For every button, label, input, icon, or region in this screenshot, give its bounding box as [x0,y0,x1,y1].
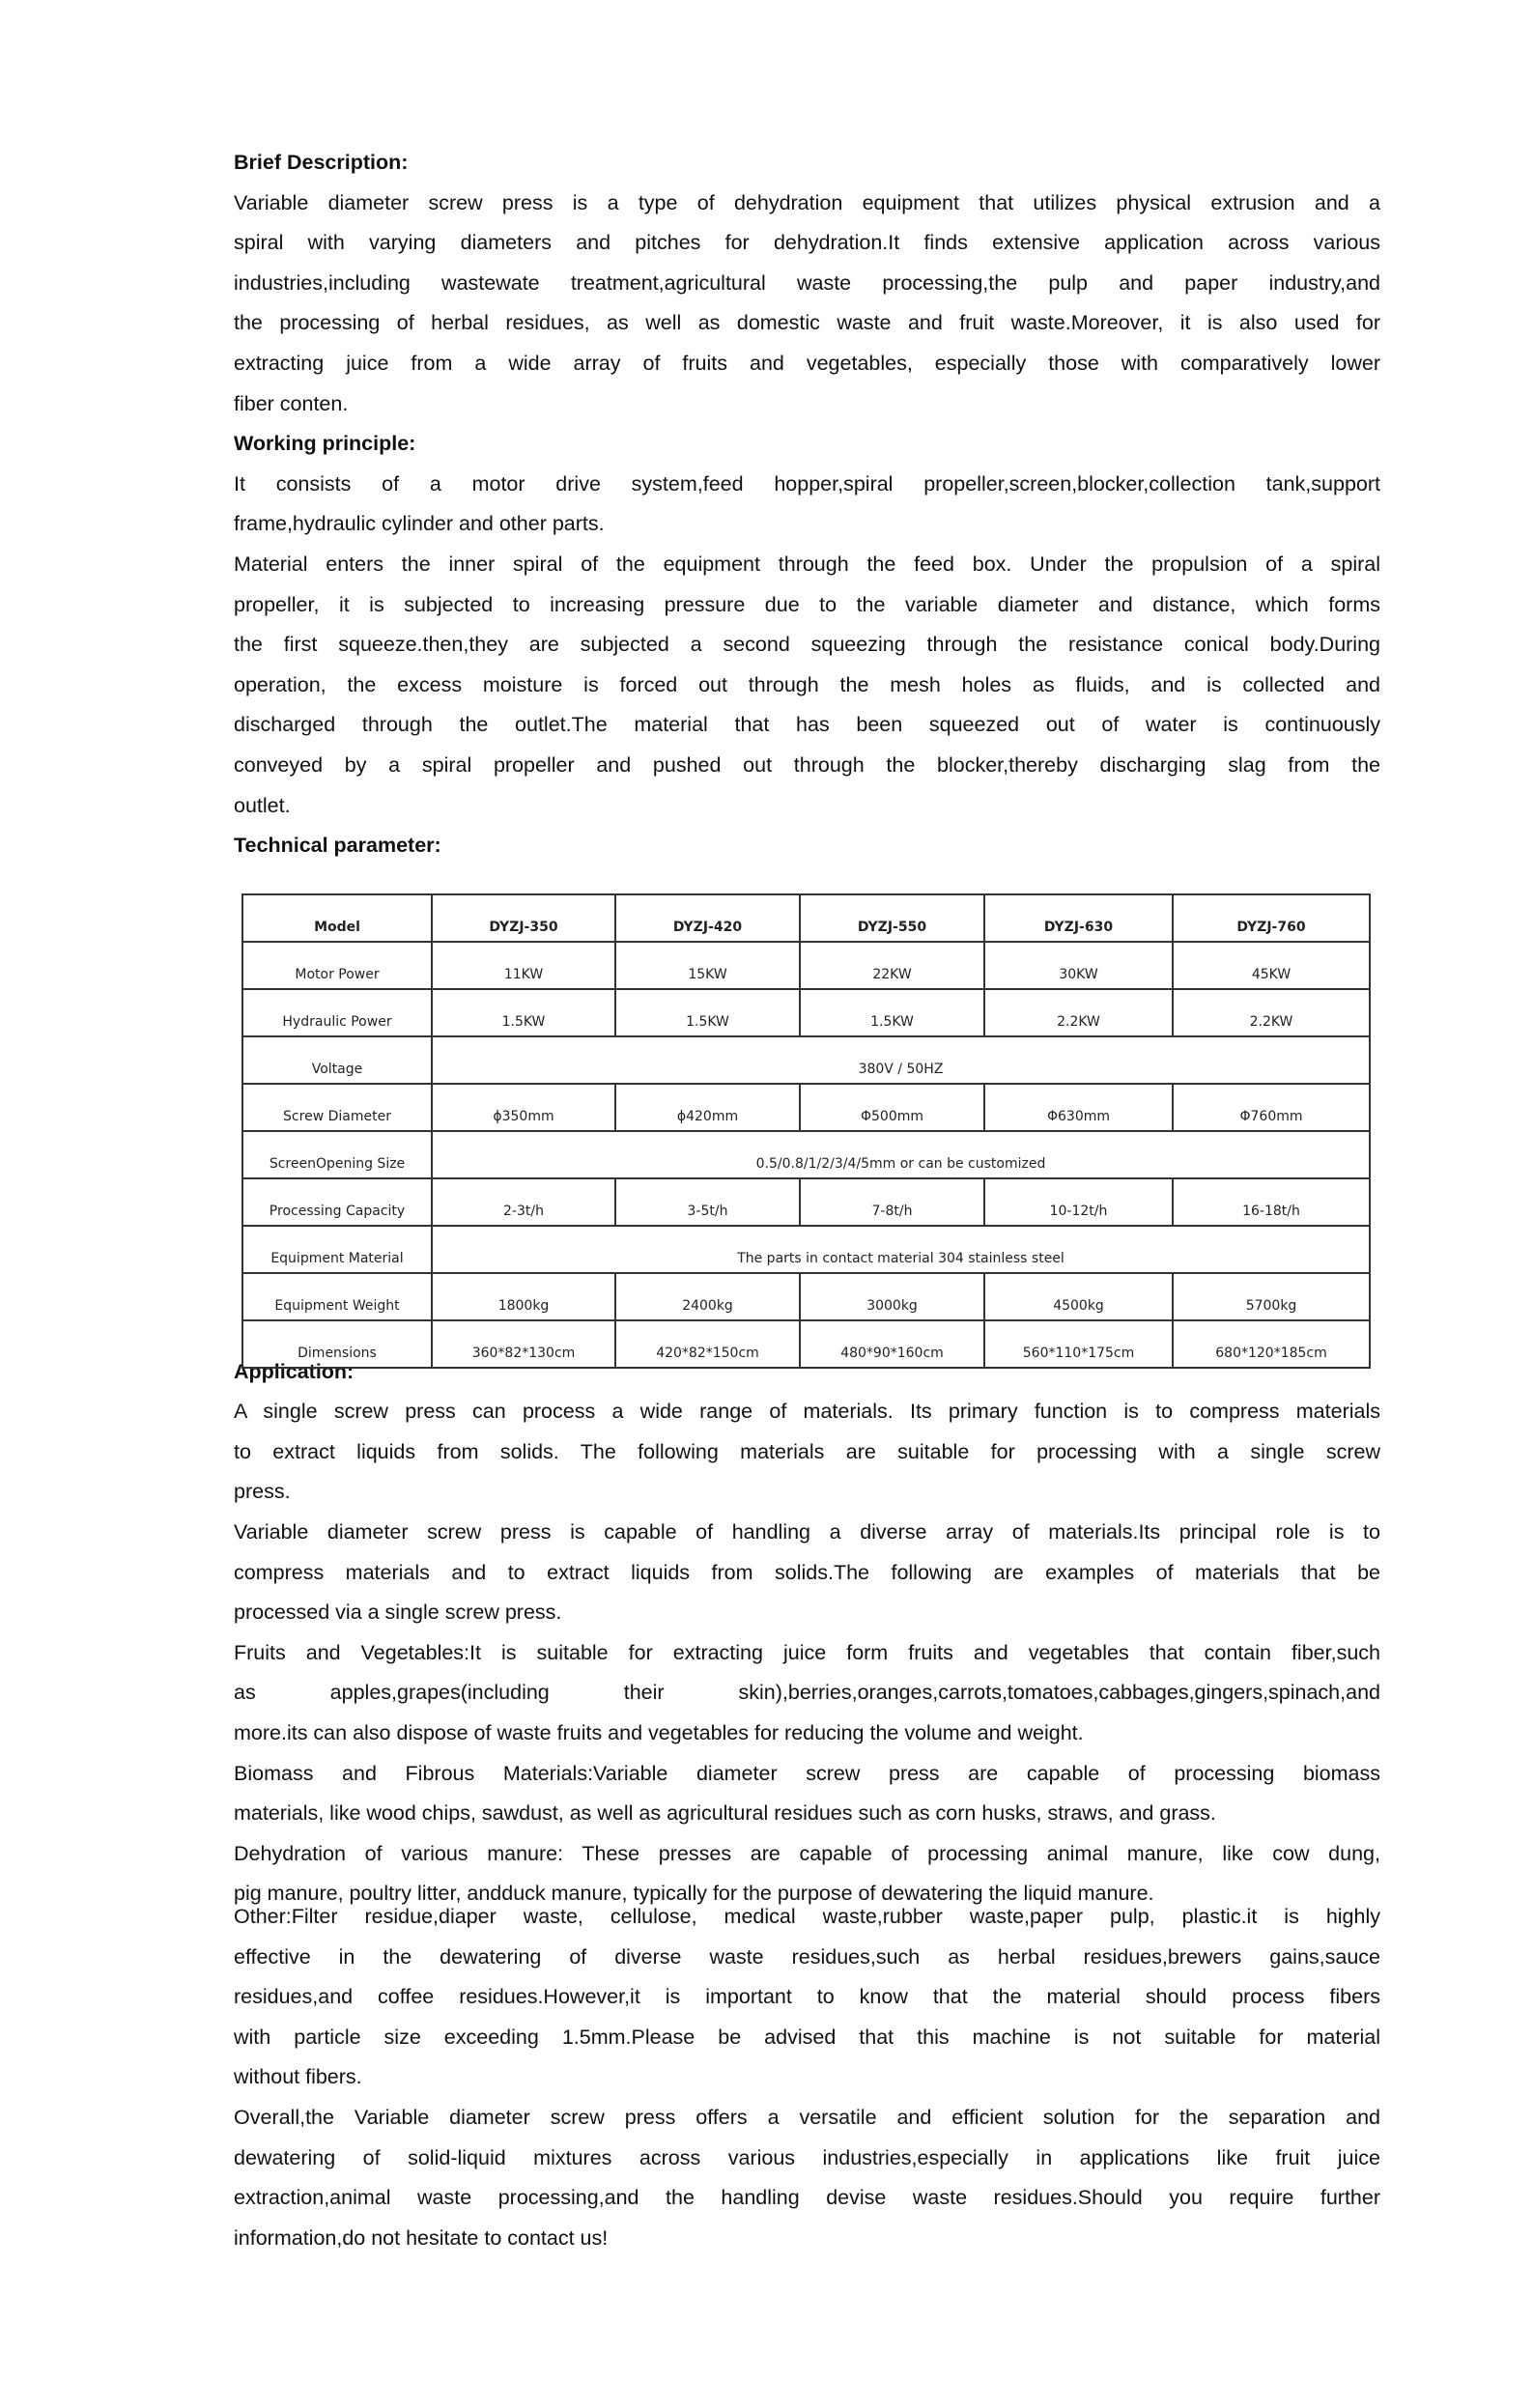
row-label-cell: Dimensions [242,1320,432,1368]
value-cell: 1.5KW [615,989,800,1036]
technical-parameter-section [234,826,1380,1361]
text-line: extracting juice from a wide array of fruits and vegetables, especially those with comparatively lower [234,351,1380,375]
merged-value-cell: 0.5/0.8/1/2/3/4/5mm or can be customized [432,1131,1370,1178]
summary-paragraph [234,2098,1380,2258]
text-line: Dehydration of various manure: These presses are capable of processing animal manure, like cow dung, [234,1841,1380,1865]
value-cell: 560*110*175cm [984,1320,1173,1368]
value-cell: 10-12t/h [984,1178,1173,1226]
value-cell: 30KW [984,942,1173,989]
text-line: Material enters the inner spiral of the equipment through the feed box. Under the propulsion of a spiral [234,552,1380,576]
table-row [242,1084,1370,1131]
text-line: effective in the dewatering of diverse waste residues,such as herbal residues,brewers gains,sauce [234,1944,1380,1969]
section-heading: Brief Description: [234,151,409,174]
spec-table [241,893,1371,1369]
text-line: to extract liquids from solids. The following materials are suitable for processing with a single screw [234,1439,1380,1463]
text-line: discharged through the outlet.The material that has been squeezed out of water is continuously [234,713,1380,737]
application-intro-paragraph [234,1392,1380,1513]
table-row [242,1226,1370,1273]
row-label-cell: ScreenOpening Size [242,1131,432,1178]
biomass-paragraph [234,1754,1380,1834]
text-line: A single screw press can process a wide range of materials. Its primary function is to compress materials [234,1400,1380,1424]
value-cell: Φ630mm [984,1084,1173,1131]
text-line: frame,hydraulic cylinder and other parts. [234,512,605,536]
working-principle-section [234,424,1380,826]
application-section [234,1352,1380,2259]
value-cell: 3-5t/h [615,1178,800,1226]
row-label-cell: Hydraulic Power [242,989,432,1036]
text-line: conveyed by a spiral propeller and pushed out through the blocker,thereby discharging slag from the [234,752,1380,777]
section-heading: Application: [234,1359,355,1383]
value-cell: 5700kg [1173,1273,1370,1320]
row-label-cell: Processing Capacity [242,1178,432,1226]
text-line: without fibers. [234,2065,362,2089]
spec-table-wrapper [234,866,1380,1361]
header-cell-model-name: DYZJ-630 [984,894,1173,942]
table-row [242,1178,1370,1226]
value-cell: 680*120*185cm [1173,1320,1370,1368]
value-cell: Φ760mm [1173,1084,1370,1131]
text-line: Biomass and Fibrous Materials:Variable diameter screw press are capable of processing biomass [234,1761,1380,1785]
header-cell-model-name: DYZJ-350 [432,894,615,942]
text-line: press. [234,1480,291,1504]
value-cell: 4500kg [984,1273,1173,1320]
components-paragraph [234,465,1380,545]
value-cell: 2400kg [615,1273,800,1320]
row-label-cell: Screw Diameter [242,1084,432,1131]
value-cell: 420*82*150cm [615,1320,800,1368]
row-label-cell: Voltage [242,1036,432,1084]
text-line: It consists of a motor drive system,feed hopper,spiral propeller,screen,blocker,collection tank,support [234,471,1380,496]
text-line: Fruits and Vegetables:It is suitable for extracting juice form fruits and vegetables that contain fiber,such [234,1640,1380,1664]
text-line: spiral with varying diameters and pitches for dehydration.It finds extensive application across various [234,231,1380,255]
value-cell: 3000kg [800,1273,984,1320]
table-row [242,1131,1370,1178]
header-cell-model-name: DYZJ-420 [615,894,800,942]
text-line: fiber conten. [234,391,349,415]
value-cell: 7-8t/h [800,1178,984,1226]
document-page [234,143,1380,2258]
text-line: with particle size exceeding 1.5mm.Please be advised that this machine is not suitable for material [234,2025,1380,2049]
value-cell: ϕ350mm [432,1084,615,1131]
table-row [242,989,1370,1036]
value-cell: 1.5KW [432,989,615,1036]
header-cell-model-name: DYZJ-550 [800,894,984,942]
process-paragraph [234,545,1380,826]
value-cell: 360*82*130cm [432,1320,615,1368]
value-cell: 1.5KW [800,989,984,1036]
text-line: residues,and coffee residues.However,it is important to know that the material should process fibers [234,1985,1380,2009]
section-heading: Technical parameter: [234,834,441,858]
text-line: more.its can also dispose of waste fruits and vegetables for reducing the volume and weight. [234,1721,1084,1745]
value-cell: 45KW [1173,942,1370,989]
other-materials-paragraph [234,1897,1380,2098]
table-row [242,1320,1370,1368]
text-line: Other:Filter residue,diaper waste, cellulose, medical waste,rubber waste,paper pulp, plastic.it is highly [234,1905,1380,1928]
value-cell: 22KW [800,942,984,989]
merged-value-cell: 380V / 50HZ [432,1036,1370,1084]
text-line: industries,including wastewate treatment,agricultural waste processing,the pulp and paper industry,and [234,270,1380,295]
text-line: processed via a single screw press. [234,1601,562,1625]
text-line: Overall,the Variable diameter screw press offers a versatile and efficient solution for the separation and [234,2105,1380,2129]
value-cell: 16-18t/h [1173,1178,1370,1226]
text-line: as apples,grapes(including their skin),berries,oranges,carrots,tomatoes,cabbages,gingers,spinach,and [234,1681,1380,1705]
fruits-vegetables-paragraph [234,1633,1380,1754]
table-header-row [242,894,1370,942]
text-line: propeller, it is subjected to increasing pressure due to the variable diameter and distance, which forms [234,592,1380,616]
brief-description-paragraph [234,184,1380,425]
value-cell: 1800kg [432,1273,615,1320]
text-line: the first squeeze.then,they are subjected a second squeezing through the resistance conical body.During [234,633,1380,657]
merged-value-cell: The parts in contact material 304 stainless steel [432,1226,1370,1273]
text-line: the processing of herbal residues, as well as domestic waste and fruit waste.Moreover, it is also used for [234,311,1380,335]
row-label-cell: Equipment Weight [242,1273,432,1320]
row-label-cell: Motor Power [242,942,432,989]
value-cell: 11KW [432,942,615,989]
value-cell: 2.2KW [984,989,1173,1036]
header-cell-model: Model [242,894,432,942]
value-cell: ϕ420mm [615,1084,800,1131]
text-line: dewatering of solid-liquid mixtures across various industries,especially in applications like fruit juice [234,2145,1380,2169]
application-capability-paragraph [234,1513,1380,1633]
value-cell: 2-3t/h [432,1178,615,1226]
value-cell: Φ500mm [800,1084,984,1131]
text-line: operation, the excess moisture is forced out through the mesh holes as fluids, and is collected and [234,672,1380,696]
text-line: materials, like wood chips, sawdust, as well as agricultural residues such as corn husks, straws, and grass. [234,1801,1216,1826]
text-line: pig manure, poultry litter, andduck manure, typically for the purpose of dewatering the liquid manure. [234,1882,1154,1906]
text-line: extraction,animal waste processing,and the handling devise waste residues.Should you require further [234,2186,1380,2210]
value-cell: 480*90*160cm [800,1320,984,1368]
text-line: outlet. [234,793,291,817]
row-label-cell: Equipment Material [242,1226,432,1273]
table-row [242,1273,1370,1320]
value-cell: 2.2KW [1173,989,1370,1036]
table-row [242,942,1370,989]
value-cell: 15KW [615,942,800,989]
table-row [242,1036,1370,1084]
section-heading: Working principle: [234,432,416,456]
text-line: Variable diameter screw press is capable of handling a diverse array of materials.Its principal role is to [234,1520,1380,1544]
text-line: information,do not hesitate to contact us! [234,2225,609,2250]
brief-description-section [234,143,1380,424]
header-cell-model-name: DYZJ-760 [1173,894,1370,942]
text-line: compress materials and to extract liquids from solids.The following are examples of materials that be [234,1560,1380,1584]
text-line: Variable diameter screw press is a type of dehydration equipment that utilizes physical extrusion and a [234,190,1380,214]
